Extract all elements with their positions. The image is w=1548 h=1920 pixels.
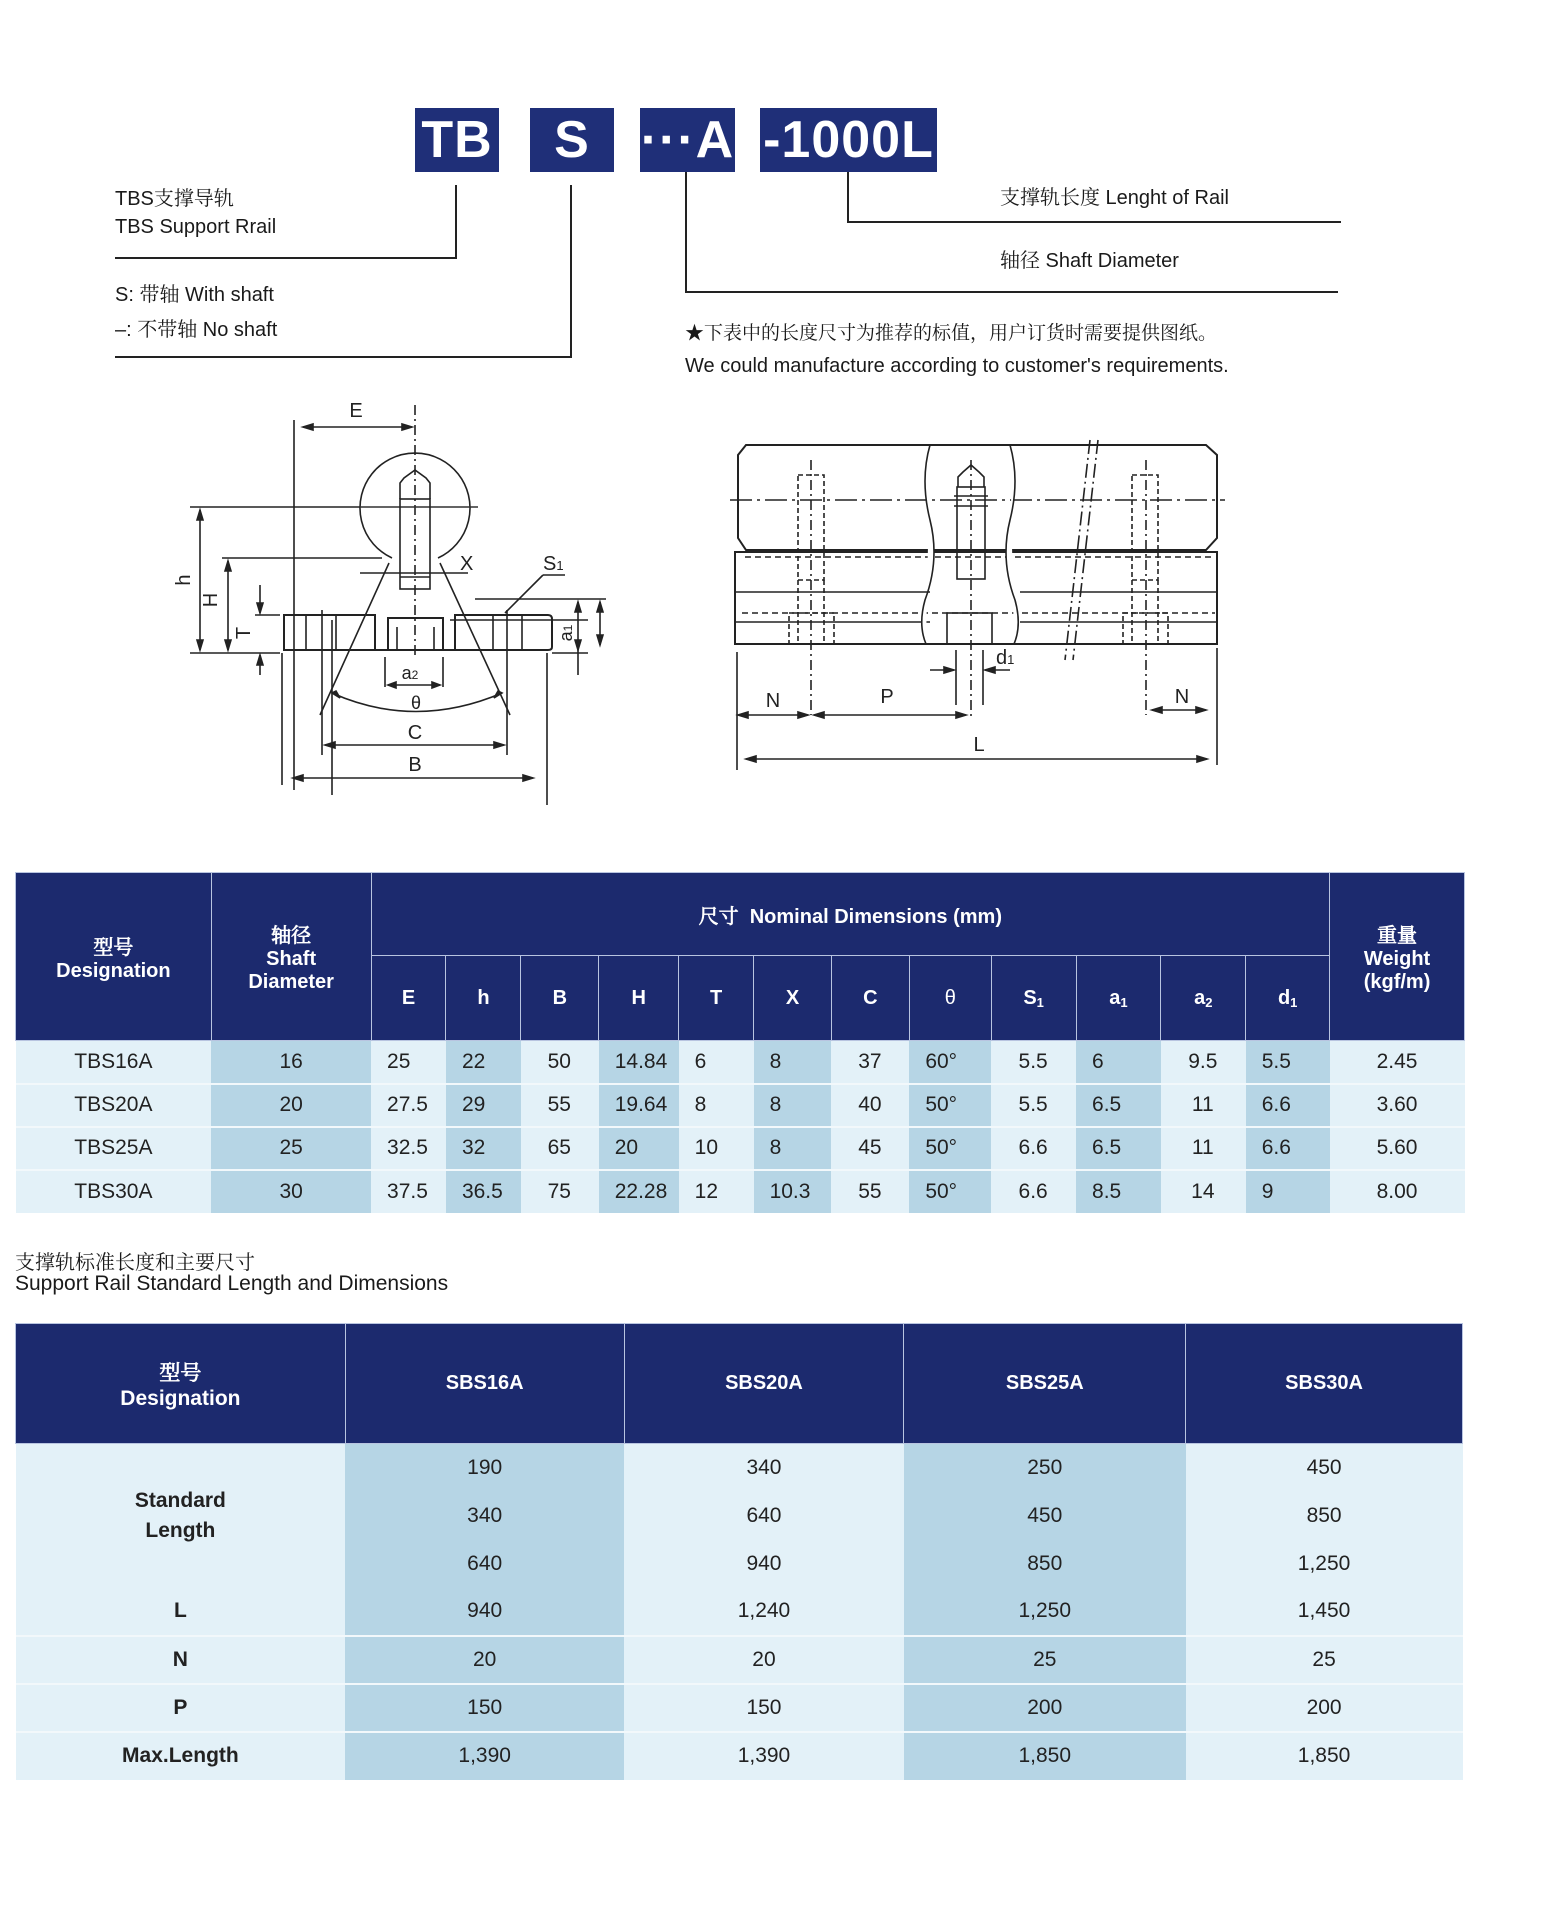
table-row (16, 1588, 1463, 1636)
cell-weight: 8.00 (1330, 1170, 1465, 1213)
dim-label-c: C (407, 722, 423, 744)
cell-dimension: 60° (909, 1041, 991, 1084)
side-view-diagram (720, 420, 1320, 780)
cell-dimension: 6.6 (1246, 1084, 1330, 1127)
cell-dimension: 75 (521, 1170, 599, 1213)
header-shaft-diameter: 轴径 Shaft Diameter (211, 873, 371, 1041)
cell-dimension: 10 (679, 1127, 754, 1170)
dimensions-table (15, 872, 1465, 1213)
cell-dimension: 6.5 (1076, 1127, 1161, 1170)
cell-dimension: 8 (754, 1084, 832, 1127)
col-x: X (754, 956, 832, 1041)
cell-designation: TBS20A (16, 1084, 212, 1127)
cell-dimension: 8 (679, 1084, 754, 1127)
cell-dimension: 14.84 (599, 1041, 679, 1084)
cell-dimension: 6.6 (991, 1127, 1076, 1170)
row-label: L (16, 1588, 346, 1636)
cell-dimension: 27.5 (371, 1084, 446, 1127)
col-a2: $a_2$ (1161, 956, 1246, 1041)
table-row (16, 1041, 1465, 1084)
tbs-leader-line (115, 257, 457, 259)
shaft-diameter-label: 轴径 Shaft Diameter (1000, 250, 1179, 272)
dim-label-n-right: N (1174, 686, 1190, 708)
col-e: E (371, 956, 446, 1041)
header-designation: 型号 Designation (16, 873, 212, 1041)
cell-dimension: 6 (679, 1041, 754, 1084)
cell-dimension: 11 (1161, 1084, 1246, 1127)
cell-dimension: 40 (831, 1084, 909, 1127)
cell-value: 940 (624, 1540, 904, 1588)
dim-label-h-small: h (173, 574, 195, 586)
dim-label-b: B (408, 754, 422, 776)
cell-dimension: 22 (446, 1041, 521, 1084)
t2-header-model: SBS25A (904, 1324, 1186, 1444)
section2-title-en: Support Rail Standard Length and Dimensions (15, 1272, 449, 1295)
row-label: P (16, 1684, 346, 1732)
cell-dimension: 55 (521, 1084, 599, 1127)
t2-header-model: SBS30A (1186, 1324, 1463, 1444)
cell-value: 150 (624, 1684, 904, 1732)
code-box-length: -1000L (760, 108, 937, 172)
col-theta: θ (909, 956, 991, 1041)
cell-value: 1,850 (1186, 1732, 1463, 1780)
cell-dimension: 6.6 (1246, 1127, 1330, 1170)
standard-length-table (15, 1323, 1463, 1780)
with-shaft-label: S: 带轴 With shaft (115, 284, 274, 306)
cell-dimension: 11 (1161, 1127, 1246, 1170)
cell-value: 850 (904, 1540, 1186, 1588)
cell-value: 1,850 (904, 1732, 1186, 1780)
dim-label-h-large: H (200, 592, 222, 608)
tbs-label-en: TBS Support Rrail (115, 216, 277, 238)
cell-value: 200 (904, 1684, 1186, 1732)
cell-shaft: 20 (211, 1084, 371, 1127)
cell-dimension: 20 (599, 1127, 679, 1170)
table-row (16, 1127, 1465, 1170)
dim-label-a2: a2 (401, 663, 419, 683)
cell-dimension: 36.5 (446, 1170, 521, 1213)
cell-value: 1,390 (624, 1732, 904, 1780)
cell-value: 25 (1186, 1636, 1463, 1684)
cell-dimension: 50° (909, 1127, 991, 1170)
row-label: Standard Length (16, 1444, 346, 1588)
cell-dimension: 12 (679, 1170, 754, 1213)
cell-dimension: 5.5 (991, 1084, 1076, 1127)
dim-label-s1: S1 (543, 553, 564, 575)
cell-value: 1,250 (904, 1588, 1186, 1636)
table-row (16, 1084, 1465, 1127)
cell-dimension: 14 (1161, 1170, 1246, 1213)
shaft-option-leader-vertical (570, 185, 572, 358)
cell-dimension: 5.5 (991, 1041, 1076, 1084)
cell-dimension: 50° (909, 1170, 991, 1213)
table-row (16, 1636, 1463, 1684)
dim-label-e: E (349, 400, 363, 422)
cross-section-diagram (160, 395, 620, 815)
cell-weight: 5.60 (1330, 1127, 1465, 1170)
shaft-diameter-leader-vertical (685, 172, 687, 293)
dim-label-d1: d1 (996, 647, 1015, 669)
tbs-leader-vertical (455, 185, 457, 259)
t2-header-model: SBS16A (345, 1324, 624, 1444)
table-row (16, 1170, 1465, 1213)
cell-value: 20 (624, 1636, 904, 1684)
cell-dimension: 32 (446, 1127, 521, 1170)
cell-dimension: 8 (754, 1041, 832, 1084)
code-box-s: S (530, 108, 614, 172)
cell-value: 340 (624, 1444, 904, 1492)
note-cn: ★下表中的长度尺寸为推荐的标值，用户订货时需要提供图纸。 (685, 323, 1218, 344)
row-label: N (16, 1636, 346, 1684)
cell-value: 150 (345, 1684, 624, 1732)
row-label: Max.Length (16, 1732, 346, 1780)
cell-value: 940 (345, 1588, 624, 1636)
cell-weight: 3.60 (1330, 1084, 1465, 1127)
dim-label-a1: a1 (556, 624, 576, 642)
cell-value: 250 (904, 1444, 1186, 1492)
code-box-a: ···A (640, 108, 735, 172)
cell-dimension: 5.5 (1246, 1041, 1330, 1084)
cell-dimension: 45 (831, 1127, 909, 1170)
cell-value: 1,390 (345, 1732, 624, 1780)
cell-value: 20 (345, 1636, 624, 1684)
cell-designation: TBS16A (16, 1041, 212, 1084)
cell-dimension: 22.28 (599, 1170, 679, 1213)
cell-dimension: 25 (371, 1041, 446, 1084)
tbs-label-cn: TBS支撑导轨 (115, 188, 234, 210)
dim-label-n-left: N (765, 690, 781, 712)
cell-dimension: 50 (521, 1041, 599, 1084)
cell-weight: 2.45 (1330, 1041, 1465, 1084)
cell-dimension: 6.6 (991, 1170, 1076, 1213)
cell-dimension: 50° (909, 1084, 991, 1127)
header-nominal-dimensions: 尺寸 Nominal Dimensions (mm) (371, 873, 1330, 956)
cell-dimension: 29 (446, 1084, 521, 1127)
cell-value: 340 (345, 1492, 624, 1540)
cell-dimension: 37.5 (371, 1170, 446, 1213)
cell-value: 200 (1186, 1684, 1463, 1732)
cell-designation: TBS30A (16, 1170, 212, 1213)
cell-value: 640 (624, 1492, 904, 1540)
note-en: We could manufacture according to customer's requirements. (685, 355, 1229, 377)
cell-value: 1,250 (1186, 1540, 1463, 1588)
t2-header-model: SBS20A (624, 1324, 904, 1444)
col-a1: $a_1$ (1076, 956, 1161, 1041)
cell-dimension: 8.5 (1076, 1170, 1161, 1213)
header-weight: 重量 Weight (kgf/m) (1330, 873, 1465, 1041)
dim-label-theta: θ (410, 693, 422, 713)
col-d1: $d_1$ (1246, 956, 1330, 1041)
cell-value: 1,450 (1186, 1588, 1463, 1636)
cell-value: 450 (904, 1492, 1186, 1540)
cell-dimension: 32.5 (371, 1127, 446, 1170)
col-s1: $S_1$ (991, 956, 1076, 1041)
cell-dimension: 9.5 (1161, 1041, 1246, 1084)
cell-shaft: 30 (211, 1170, 371, 1213)
cell-value: 1,240 (624, 1588, 904, 1636)
cell-value: 640 (345, 1540, 624, 1588)
no-shaft-label: –: 不带轴 No shaft (115, 319, 278, 341)
rail-length-leader-vertical (847, 172, 849, 223)
cell-shaft: 25 (211, 1127, 371, 1170)
col-h-large: H (599, 956, 679, 1041)
col-h-small: h (446, 956, 521, 1041)
cell-value: 190 (345, 1444, 624, 1492)
shaft-diameter-leader-line (686, 291, 1338, 293)
col-t: T (679, 956, 754, 1041)
table-row (16, 1684, 1463, 1732)
t2-header-designation: 型号 Designation (16, 1324, 346, 1444)
col-c: C (831, 956, 909, 1041)
cell-dimension: 55 (831, 1170, 909, 1213)
cell-value: 450 (1186, 1444, 1463, 1492)
cell-value: 25 (904, 1636, 1186, 1684)
shaft-option-leader-line (115, 356, 572, 358)
cell-dimension: 9 (1246, 1170, 1330, 1213)
cell-dimension: 19.64 (599, 1084, 679, 1127)
cell-dimension: 37 (831, 1041, 909, 1084)
dim-label-x: X (460, 553, 474, 575)
dim-label-p: P (880, 686, 894, 708)
code-box-tb: TB (415, 108, 499, 172)
cell-dimension: 6 (1076, 1041, 1161, 1084)
cell-shaft: 16 (211, 1041, 371, 1084)
rail-length-label: 支撑轨长度 Lenght of Rail (1000, 187, 1229, 209)
table-row (16, 1732, 1463, 1780)
dim-label-l: L (973, 734, 985, 756)
cell-dimension: 10.3 (754, 1170, 832, 1213)
cell-value: 850 (1186, 1492, 1463, 1540)
dim-label-t: T (233, 626, 255, 640)
cell-dimension: 65 (521, 1127, 599, 1170)
section2-title-cn: 支撑轨标准长度和主要尺寸 (15, 1252, 255, 1274)
col-b: B (521, 956, 599, 1041)
rail-length-leader-line (849, 221, 1341, 223)
cell-dimension: 6.5 (1076, 1084, 1161, 1127)
cell-designation: TBS25A (16, 1127, 212, 1170)
table-row (16, 1444, 1463, 1492)
cell-dimension: 8 (754, 1127, 832, 1170)
